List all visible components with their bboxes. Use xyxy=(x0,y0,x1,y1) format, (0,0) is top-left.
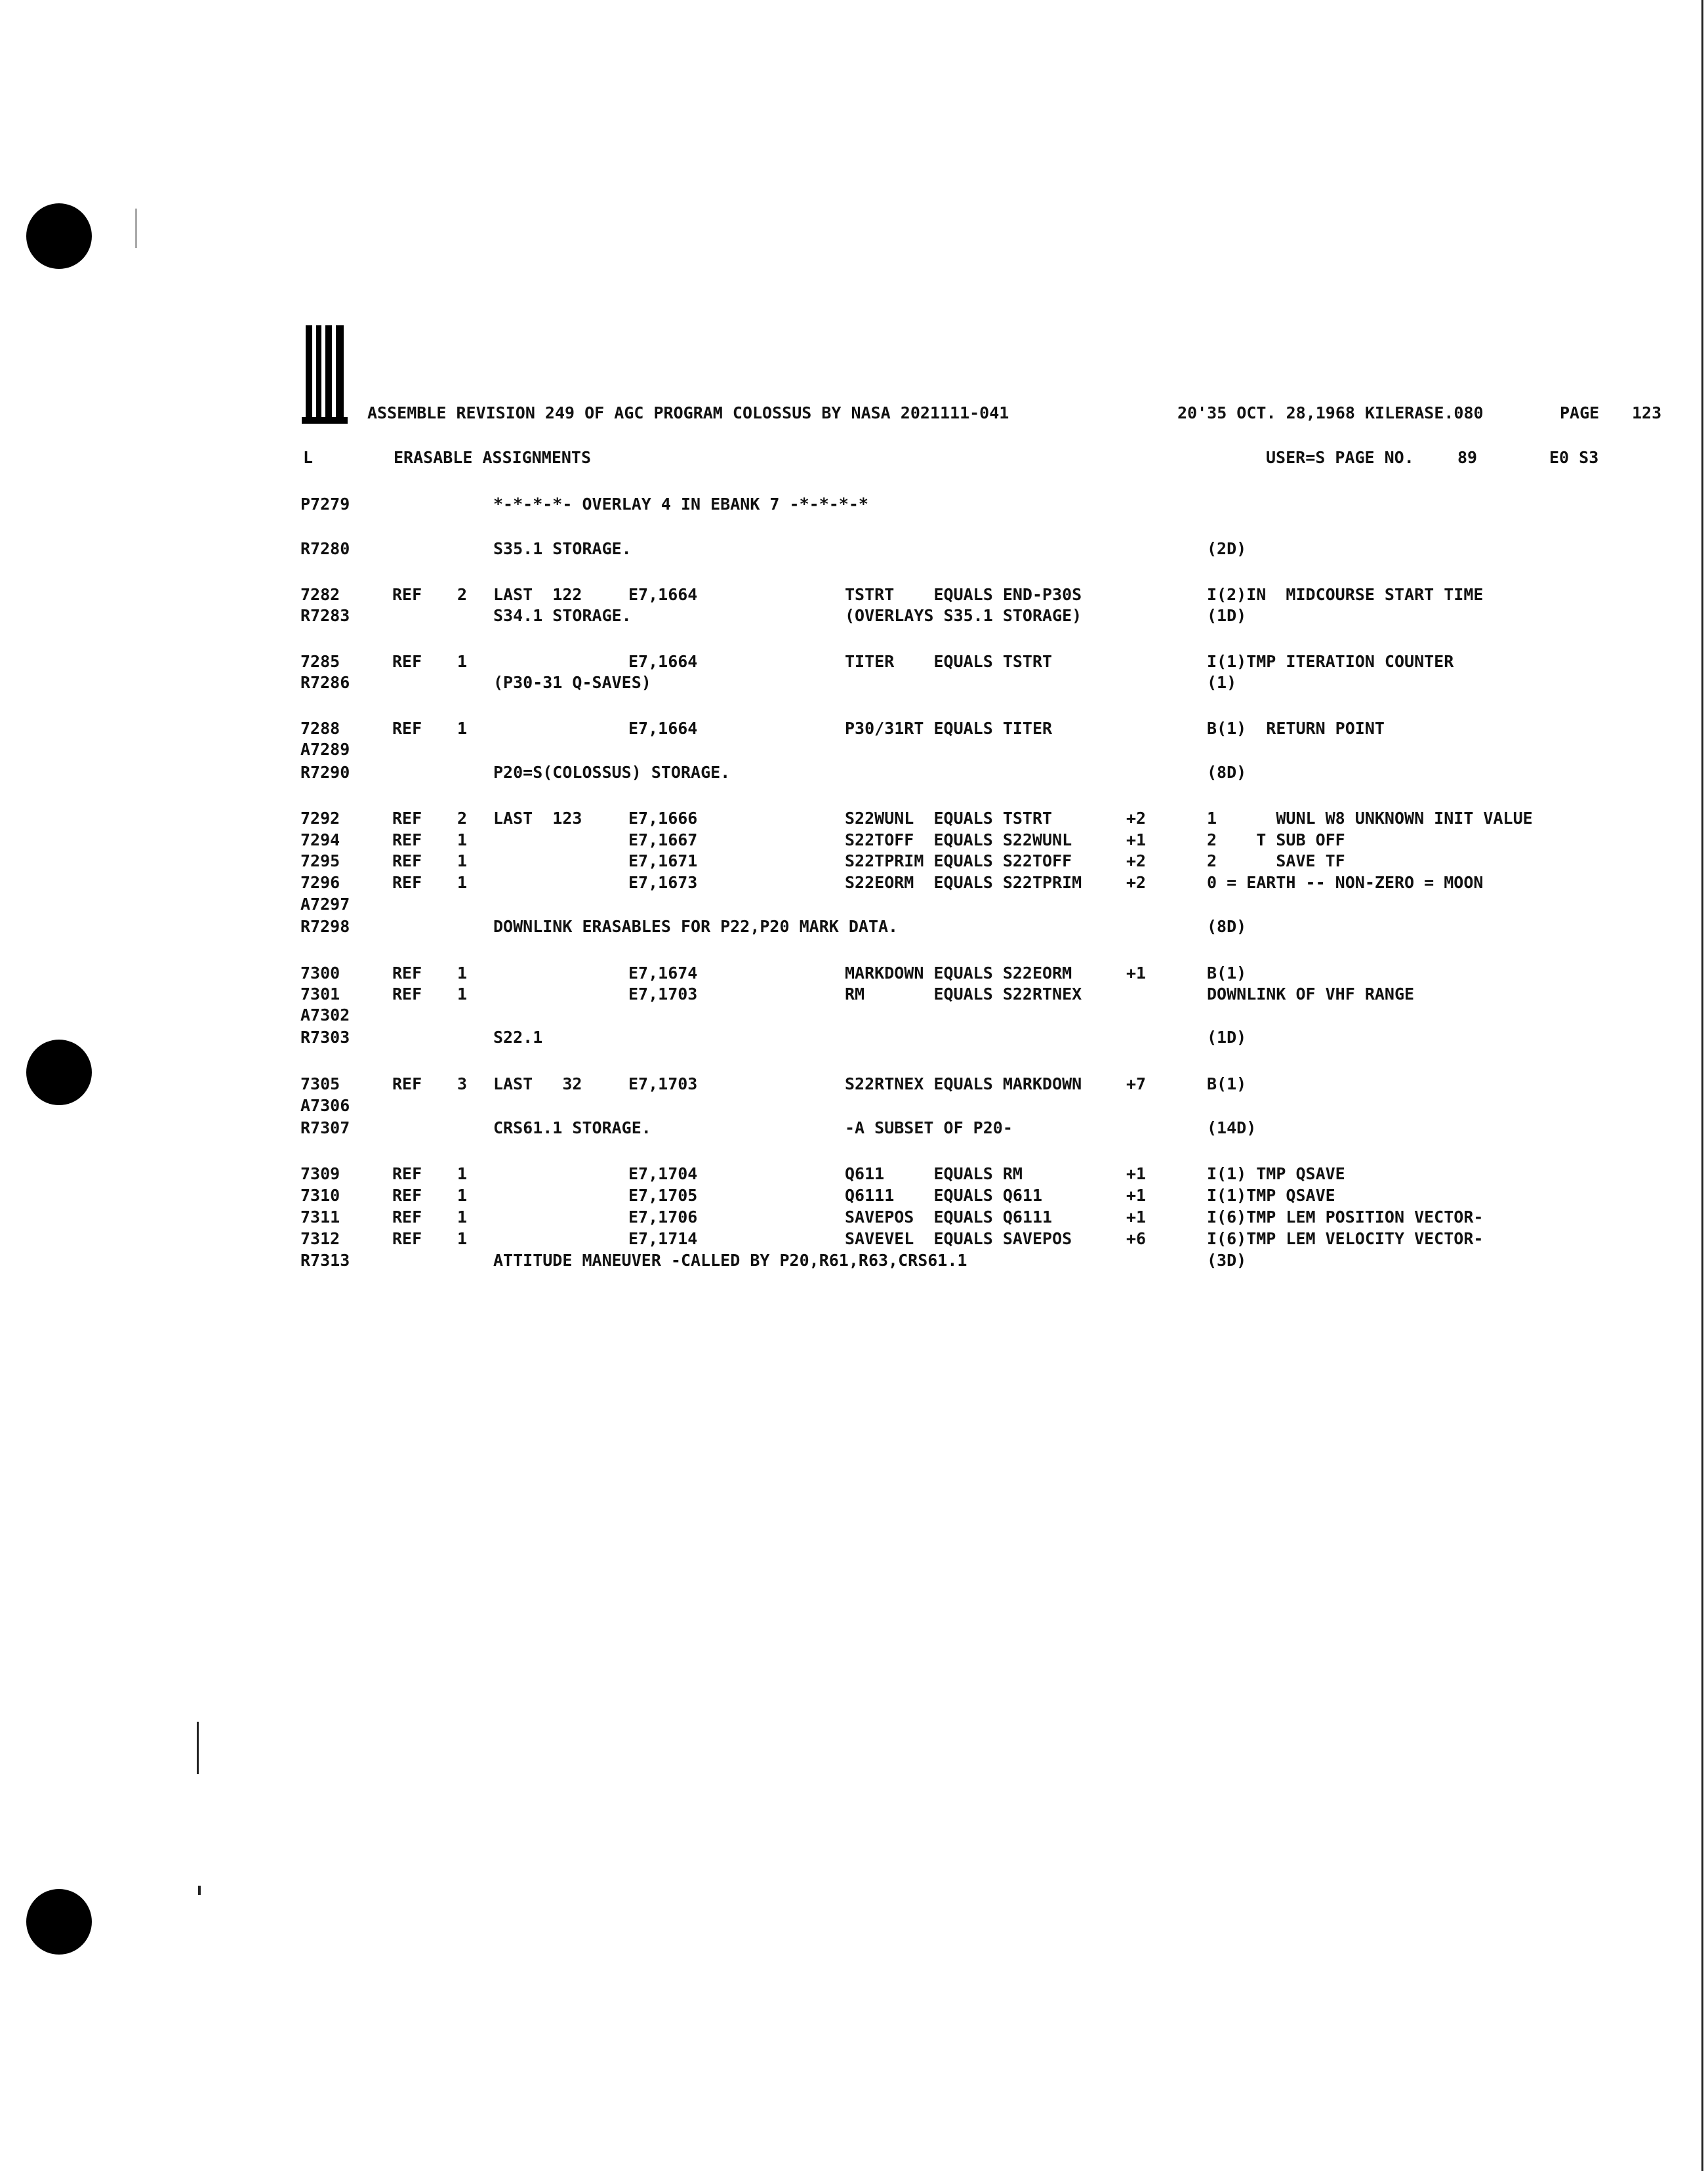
row-c: RM EQUALS S22RTNEX xyxy=(845,984,1082,1004)
row-e: I(1)TMP QSAVE xyxy=(1207,1186,1335,1205)
row-e: (8D) xyxy=(1207,917,1247,936)
row-n: 1 xyxy=(457,851,468,870)
row-c: S22WUNL EQUALS TSTRT xyxy=(845,809,1053,828)
header-page-label: PAGE xyxy=(1560,403,1600,422)
row-a: ATTITUDE MANEUVER -CALLED BY P20,R61,R63,CRS61.1 xyxy=(493,1251,967,1270)
row-c: S22TOFF EQUALS S22WUNL xyxy=(845,830,1072,849)
row-seq: 7312 xyxy=(300,1229,340,1248)
row-n: 3 xyxy=(457,1074,468,1093)
row-n: 1 xyxy=(457,1207,468,1227)
row-seq: R7298 xyxy=(300,917,350,936)
row-seq: 7300 xyxy=(300,964,340,983)
row-a: *-*-*-*- OVERLAY 4 IN EBANK 7 -*-*-*-* xyxy=(493,495,868,514)
row-ref: REF xyxy=(392,585,422,604)
row-e: (3D) xyxy=(1207,1251,1247,1270)
row-seq: R7280 xyxy=(300,539,350,558)
row-seq: R7313 xyxy=(300,1251,350,1270)
row-a: S34.1 STORAGE. xyxy=(493,606,632,625)
row-e: 2 SAVE TF xyxy=(1207,851,1345,870)
row-d: +1 xyxy=(1126,964,1147,983)
row-n: 1 xyxy=(457,984,468,1004)
row-seq: 7311 xyxy=(300,1207,340,1227)
row-b: E7,1667 xyxy=(628,830,698,849)
punch-hole-bottom xyxy=(26,1889,92,1955)
row-a: (P30-31 Q-SAVES) xyxy=(493,673,651,692)
row-a: P20=S(COLOSSUS) STORAGE. xyxy=(493,763,731,782)
header-timestamp: 20'35 OCT. 28,1968 KILERASE.080 xyxy=(1177,403,1484,422)
row-e: B(1) xyxy=(1207,964,1247,983)
row-seq: R7286 xyxy=(300,673,350,692)
punch-hole-top xyxy=(26,203,92,269)
row-e: 0 = EARTH -- NON-ZERO = MOON xyxy=(1207,873,1484,892)
section-title: ERASABLE ASSIGNMENTS xyxy=(394,448,592,467)
row-a: LAST 122 xyxy=(493,585,582,604)
row-e: (1) xyxy=(1207,673,1237,692)
row-c: P30/31RT EQUALS TITER xyxy=(845,719,1053,738)
row-a: DOWNLINK ERASABLES FOR P22,P20 MARK DATA. xyxy=(493,917,899,936)
row-n: 1 xyxy=(457,873,468,892)
row-ref: REF xyxy=(392,1164,422,1183)
page-edge-line xyxy=(1701,0,1703,2171)
row-b: E7,1664 xyxy=(628,652,698,671)
row-seq: R7283 xyxy=(300,606,350,625)
row-b: E7,1673 xyxy=(628,873,698,892)
row-n: 1 xyxy=(457,719,468,738)
row-c: S22TPRIM EQUALS S22TOFF xyxy=(845,851,1072,870)
row-b: E7,1714 xyxy=(628,1229,698,1248)
row-e: (1D) xyxy=(1207,1028,1247,1047)
row-seq: P7279 xyxy=(300,495,350,514)
row-d: +1 xyxy=(1126,1207,1147,1227)
row-c: Q6111 EQUALS Q611 xyxy=(845,1186,1043,1205)
row-ref: REF xyxy=(392,719,422,738)
row-c: S22EORM EQUALS S22TPRIM xyxy=(845,873,1082,892)
scan-mark xyxy=(198,1886,201,1895)
row-a: CRS61.1 STORAGE. xyxy=(493,1118,651,1137)
row-b: E7,1705 xyxy=(628,1186,698,1205)
row-ref: REF xyxy=(392,830,422,849)
binder-mark xyxy=(316,325,321,424)
row-d: +1 xyxy=(1126,1164,1147,1183)
row-ref: REF xyxy=(392,873,422,892)
row-n: 1 xyxy=(457,1186,468,1205)
row-d: +6 xyxy=(1126,1229,1147,1248)
row-seq: 7296 xyxy=(300,873,340,892)
binder-mark xyxy=(306,325,312,424)
row-c: SAVEPOS EQUALS Q6111 xyxy=(845,1207,1053,1227)
row-a: S35.1 STORAGE. xyxy=(493,539,632,558)
header-code: L xyxy=(303,448,314,467)
row-seq: 7309 xyxy=(300,1164,340,1183)
row-a: LAST 123 xyxy=(493,809,582,828)
row-seq: 7295 xyxy=(300,851,340,870)
row-e: 2 T SUB OFF xyxy=(1207,830,1345,849)
row-seq: A7302 xyxy=(300,1005,350,1025)
row-e: B(1) xyxy=(1207,1074,1247,1093)
row-n: 1 xyxy=(457,1164,468,1183)
row-b: E7,1706 xyxy=(628,1207,698,1227)
row-d: +2 xyxy=(1126,809,1147,828)
row-e: I(6)TMP LEM VELOCITY VECTOR- xyxy=(1207,1229,1484,1248)
row-d: +1 xyxy=(1126,830,1147,849)
row-e: I(2)IN MIDCOURSE START TIME xyxy=(1207,585,1484,604)
row-n: 1 xyxy=(457,1229,468,1248)
row-c: Q611 EQUALS RM xyxy=(845,1164,1023,1183)
scan-mark xyxy=(135,209,137,248)
row-seq: R7290 xyxy=(300,763,350,782)
row-seq: R7303 xyxy=(300,1028,350,1047)
row-b: E7,1674 xyxy=(628,964,698,983)
row-ref: REF xyxy=(392,1229,422,1248)
header-page-number: 123 xyxy=(1632,403,1662,422)
row-seq: 7292 xyxy=(300,809,340,828)
row-e: I(6)TMP LEM POSITION VECTOR- xyxy=(1207,1207,1484,1227)
row-a: LAST 32 xyxy=(493,1074,582,1093)
row-n: 2 xyxy=(457,585,468,604)
row-e: DOWNLINK OF VHF RANGE xyxy=(1207,984,1415,1004)
binder-mark xyxy=(302,417,348,424)
row-seq: 7301 xyxy=(300,984,340,1004)
row-seq: 7282 xyxy=(300,585,340,604)
row-b: E7,1703 xyxy=(628,984,698,1004)
row-ref: REF xyxy=(392,851,422,870)
row-e: B(1) RETURN POINT xyxy=(1207,719,1385,738)
row-ref: REF xyxy=(392,964,422,983)
binder-mark xyxy=(325,325,332,424)
user-page-number: 89 xyxy=(1457,448,1478,467)
row-d: +1 xyxy=(1126,1186,1147,1205)
punch-hole-middle xyxy=(26,1040,92,1105)
row-e: I(1)TMP ITERATION COUNTER xyxy=(1207,652,1454,671)
row-ref: REF xyxy=(392,1186,422,1205)
row-b: E7,1666 xyxy=(628,809,698,828)
row-seq: R7307 xyxy=(300,1118,350,1137)
row-e: (2D) xyxy=(1207,539,1247,558)
row-seq: A7306 xyxy=(300,1096,350,1115)
header-far-right: E0 S3 xyxy=(1549,448,1599,467)
row-ref: REF xyxy=(392,984,422,1004)
row-b: E7,1704 xyxy=(628,1164,698,1183)
row-b: E7,1664 xyxy=(628,719,698,738)
row-seq: 7285 xyxy=(300,652,340,671)
row-e: (1D) xyxy=(1207,606,1247,625)
row-b: E7,1703 xyxy=(628,1074,698,1093)
row-seq: A7297 xyxy=(300,895,350,914)
scan-mark xyxy=(197,1722,199,1774)
row-c: (OVERLAYS S35.1 STORAGE) xyxy=(845,606,1082,625)
row-c: -A SUBSET OF P20- xyxy=(845,1118,1013,1137)
row-ref: REF xyxy=(392,809,422,828)
row-e: (14D) xyxy=(1207,1118,1257,1137)
row-e: I(1) TMP QSAVE xyxy=(1207,1164,1345,1183)
row-ref: REF xyxy=(392,1074,422,1093)
binder-mark xyxy=(336,325,344,424)
row-e: 1 WUNL W8 UNKNOWN INIT VALUE xyxy=(1207,809,1533,828)
row-seq: 7294 xyxy=(300,830,340,849)
row-e: (8D) xyxy=(1207,763,1247,782)
row-seq: 7288 xyxy=(300,719,340,738)
row-b: E7,1664 xyxy=(628,585,698,604)
row-ref: REF xyxy=(392,652,422,671)
row-n: 1 xyxy=(457,652,468,671)
user-page-label: USER=S PAGE NO. xyxy=(1266,448,1414,467)
row-d: +2 xyxy=(1126,873,1147,892)
row-c: S22RTNEX EQUALS MARKDOWN xyxy=(845,1074,1082,1093)
row-n: 1 xyxy=(457,830,468,849)
row-seq: A7289 xyxy=(300,740,350,759)
row-c: TITER EQUALS TSTRT xyxy=(845,652,1053,671)
row-a: S22.1 xyxy=(493,1028,543,1047)
row-seq: 7310 xyxy=(300,1186,340,1205)
row-n: 1 xyxy=(457,964,468,983)
header-program-line: ASSEMBLE REVISION 249 OF AGC PROGRAM COLOSSUS BY NASA 2021111-041 xyxy=(367,403,1009,422)
row-d: +7 xyxy=(1126,1074,1147,1093)
row-c: SAVEVEL EQUALS SAVEPOS xyxy=(845,1229,1072,1248)
row-d: +2 xyxy=(1126,851,1147,870)
row-n: 2 xyxy=(457,809,468,828)
row-seq: 7305 xyxy=(300,1074,340,1093)
row-c: TSTRT EQUALS END-P30S xyxy=(845,585,1082,604)
row-b: E7,1671 xyxy=(628,851,698,870)
row-ref: REF xyxy=(392,1207,422,1227)
row-c: MARKDOWN EQUALS S22EORM xyxy=(845,964,1072,983)
